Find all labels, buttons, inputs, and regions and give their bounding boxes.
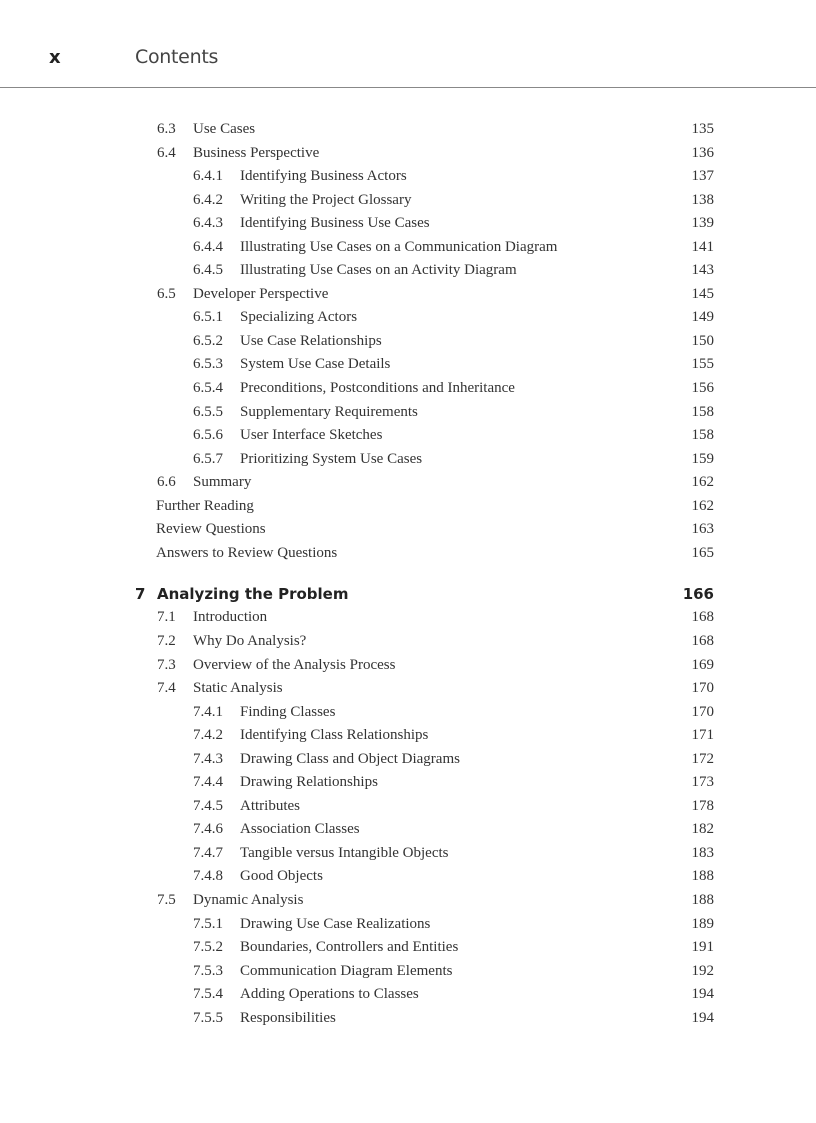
toc-entry-title: Tangible versus Intangible Objects	[240, 844, 449, 861]
toc-entry-number: 7	[135, 584, 146, 603]
toc-entry[interactable]	[0, 630, 816, 654]
toc-entry[interactable]	[0, 542, 816, 566]
toc-entry-number: 7.4	[157, 680, 176, 697]
toc-entry-number: 7.4.1	[193, 703, 223, 720]
toc-entry-title: Responsibilities	[240, 1009, 336, 1026]
table-of-contents	[0, 118, 816, 1030]
toc-entry-number: 6.5.5	[193, 403, 223, 420]
toc-entry[interactable]	[0, 212, 816, 236]
toc-entry-number: 7.4.6	[193, 821, 223, 838]
toc-entry-title: Developer Perspective	[193, 285, 329, 302]
toc-entry[interactable]	[0, 424, 816, 448]
toc-entry-page: 135	[691, 121, 714, 137]
toc-entry-number: 7.4.8	[193, 868, 223, 885]
toc-entry-title: Specializing Actors	[240, 309, 358, 326]
toc-entry-title: Communication Diagram Elements	[240, 962, 453, 979]
toc-entry-number: 7.3	[157, 656, 176, 673]
toc-entry-page: 191	[691, 939, 714, 956]
toc-entry-page: 136	[691, 144, 714, 161]
toc-entry-title: Dynamic Analysis	[193, 892, 304, 908]
toc-entry[interactable]	[0, 818, 816, 842]
toc-entry-number: 6.5.1	[193, 309, 223, 326]
toc-entry-number: 7.1	[157, 609, 176, 626]
toc-entry-title: Why Do Analysis?	[193, 632, 307, 649]
toc-entry-number: 6.4.2	[193, 191, 223, 208]
toc-entry[interactable]	[0, 330, 816, 354]
toc-entry[interactable]	[0, 677, 816, 701]
toc-entry-number: 6.4.1	[193, 168, 223, 185]
toc-entry-page: 159	[691, 450, 714, 467]
toc-entry[interactable]	[0, 654, 816, 678]
toc-entry-page: 188	[691, 892, 714, 908]
toc-entry[interactable]	[0, 118, 816, 142]
toc-entry-page: 170	[691, 703, 714, 720]
toc-entry-number: 6.4	[157, 144, 176, 161]
toc-entry-page: 145	[691, 285, 714, 302]
toc-entry[interactable]	[0, 471, 816, 495]
toc-entry[interactable]	[0, 189, 816, 213]
toc-entry[interactable]	[0, 142, 816, 166]
toc-entry-number: 7.4.4	[193, 774, 223, 791]
toc-entry-title: Overview of the Analysis Process	[193, 656, 396, 673]
toc-entry-title: Finding Classes	[240, 703, 336, 720]
toc-entry[interactable]	[0, 495, 816, 519]
toc-entry-number: 6.5.6	[193, 427, 223, 444]
toc-entry-page: 150	[691, 332, 714, 349]
toc-entry[interactable]	[0, 983, 816, 1007]
toc-entry-number: 7.5.2	[193, 939, 223, 956]
toc-entry-title: Use Cases	[193, 121, 256, 137]
toc-entry-title: Identifying Business Use Cases	[240, 215, 430, 232]
toc-entry-page: 137	[691, 168, 714, 185]
page-number: x	[49, 47, 62, 68]
toc-entry[interactable]	[0, 936, 816, 960]
toc-entry-page: 170	[691, 680, 714, 697]
toc-entry-title: Association Classes	[240, 821, 360, 838]
toc-entry-title: Identifying Class Relationships	[240, 727, 429, 744]
toc-entry-number: 7.5.5	[193, 1009, 223, 1026]
toc-entry-page: 166	[682, 584, 714, 603]
toc-entry-title: System Use Case Details	[240, 356, 391, 373]
toc-entry-page: 172	[691, 750, 714, 767]
toc-entry-page: 178	[691, 797, 714, 814]
toc-entry-title: Illustrating Use Cases on a Communication Diagram	[240, 238, 558, 255]
toc-entry[interactable]	[0, 913, 816, 937]
toc-entry-number: 6.5.2	[193, 332, 223, 349]
toc-entry-number: 7.5	[157, 892, 176, 908]
toc-entry-page: 194	[691, 986, 714, 1003]
toc-entry-page: 156	[691, 380, 714, 397]
toc-entry-number: 7.5.3	[193, 962, 223, 979]
toc-entry-page: 162	[691, 497, 714, 514]
toc-entry-title: Summary	[193, 474, 252, 491]
toc-entry-number: 6.5.7	[193, 450, 223, 467]
toc-entry-title: Analyzing the Problem	[157, 584, 349, 603]
toc-entry-number: 6.6	[157, 474, 176, 491]
toc-entry-title: Good Objects	[240, 868, 323, 885]
toc-entry[interactable]	[0, 960, 816, 984]
toc-entry-title: Boundaries, Controllers and Entities	[240, 939, 459, 956]
toc-entry-title: User Interface Sketches	[240, 427, 383, 444]
toc-entry-title: Review Questions	[156, 521, 266, 538]
toc-entry-number: 7.5.4	[193, 986, 223, 1003]
toc-entry[interactable]	[0, 771, 816, 795]
toc-entry-page: 165	[691, 544, 714, 561]
running-head: Contents	[135, 46, 219, 68]
toc-entry-page: 162	[691, 474, 714, 491]
toc-entry-number: 6.5	[157, 285, 176, 302]
toc-entry-title: Introduction	[193, 609, 268, 626]
toc-entry[interactable]	[0, 283, 816, 307]
toc-entry-page: 158	[691, 427, 714, 444]
toc-entry-title: Static Analysis	[193, 680, 283, 697]
toc-entry[interactable]	[0, 377, 816, 401]
toc-entry-title: Prioritizing System Use Cases	[240, 450, 423, 467]
toc-entry[interactable]	[0, 701, 816, 725]
toc-entry[interactable]	[0, 306, 816, 330]
toc-entry-number: 6.5.4	[193, 380, 223, 397]
toc-entry[interactable]	[0, 842, 816, 866]
toc-entry-number: 7.5.1	[193, 915, 223, 932]
toc-entry-number: 6.4.4	[193, 238, 223, 255]
toc-entry[interactable]	[0, 1007, 816, 1031]
toc-entry-title: Further Reading	[156, 497, 254, 514]
toc-entry[interactable]	[0, 865, 816, 889]
toc-entry-number: 7.4.3	[193, 750, 223, 767]
toc-entry[interactable]	[0, 518, 816, 542]
toc-entry-page: 173	[691, 774, 714, 791]
toc-entry-number: 6.4.5	[193, 262, 223, 279]
toc-entry-title: Identifying Business Actors	[240, 168, 407, 185]
toc-entry-page: 169	[691, 656, 714, 673]
toc-entry-page: 155	[691, 356, 714, 373]
toc-entry-page: 183	[691, 844, 714, 861]
toc-entry-page: 171	[691, 727, 714, 744]
toc-entry[interactable]	[0, 448, 816, 472]
toc-entry-page: 182	[691, 821, 714, 838]
toc-entry-page: 168	[691, 632, 714, 649]
toc-entry-number: 6.4.3	[193, 215, 223, 232]
toc-entry[interactable]	[0, 401, 816, 425]
toc-entry-page: 188	[691, 868, 714, 885]
toc-entry-title: Attributes	[240, 797, 300, 814]
toc-entry-number: 7.2	[157, 632, 176, 649]
toc-entry[interactable]	[0, 606, 816, 630]
toc-entry-page: 139	[691, 215, 714, 232]
toc-entry[interactable]	[0, 236, 816, 260]
toc-entry-number: 7.4.7	[193, 844, 223, 861]
toc-entry-number: 7.4.2	[193, 727, 223, 744]
toc-entry-page: 143	[691, 262, 714, 279]
toc-entry-title: Drawing Class and Object Diagrams	[240, 750, 460, 767]
header-rule	[0, 87, 816, 88]
toc-entry-number: 7.4.5	[193, 797, 223, 814]
toc-entry[interactable]	[0, 889, 816, 913]
toc-entry-page: 194	[691, 1009, 714, 1026]
toc-entry-page: 138	[691, 191, 714, 208]
toc-entry-page: 192	[691, 962, 714, 979]
toc-entry-title: Illustrating Use Cases on an Activity Diagram	[240, 262, 517, 279]
toc-entry[interactable]	[0, 259, 816, 283]
toc-entry-title: Supplementary Requirements	[240, 403, 418, 420]
toc-entry-title: Writing the Project Glossary	[240, 191, 412, 208]
toc-entry-page: 141	[691, 238, 714, 255]
toc-entry-page: 189	[691, 915, 714, 932]
toc-entry-title: Drawing Use Case Realizations	[240, 915, 431, 932]
toc-entry-page: 163	[691, 521, 714, 538]
toc-entry-number: 6.5.3	[193, 356, 223, 373]
toc-entry-page: 149	[691, 309, 714, 326]
toc-entry[interactable]	[0, 353, 816, 377]
toc-chapter-heading[interactable]	[0, 583, 816, 607]
toc-entry-title: Use Case Relationships	[240, 332, 382, 349]
toc-entry-title: Drawing Relationships	[240, 774, 378, 791]
toc-entry[interactable]	[0, 165, 816, 189]
toc-entry-title: Answers to Review Questions	[156, 544, 338, 561]
toc-entry-title: Business Perspective	[193, 144, 320, 161]
toc-entry[interactable]	[0, 795, 816, 819]
toc-entry-title: Adding Operations to Classes	[240, 986, 419, 1003]
toc-entry[interactable]	[0, 748, 816, 772]
toc-entry-page: 158	[691, 403, 714, 420]
toc-entry-number: 6.3	[157, 121, 176, 137]
toc-entry-page: 168	[691, 609, 714, 626]
toc-entry[interactable]	[0, 724, 816, 748]
toc-entry-title: Preconditions, Postconditions and Inheritance	[240, 380, 515, 397]
